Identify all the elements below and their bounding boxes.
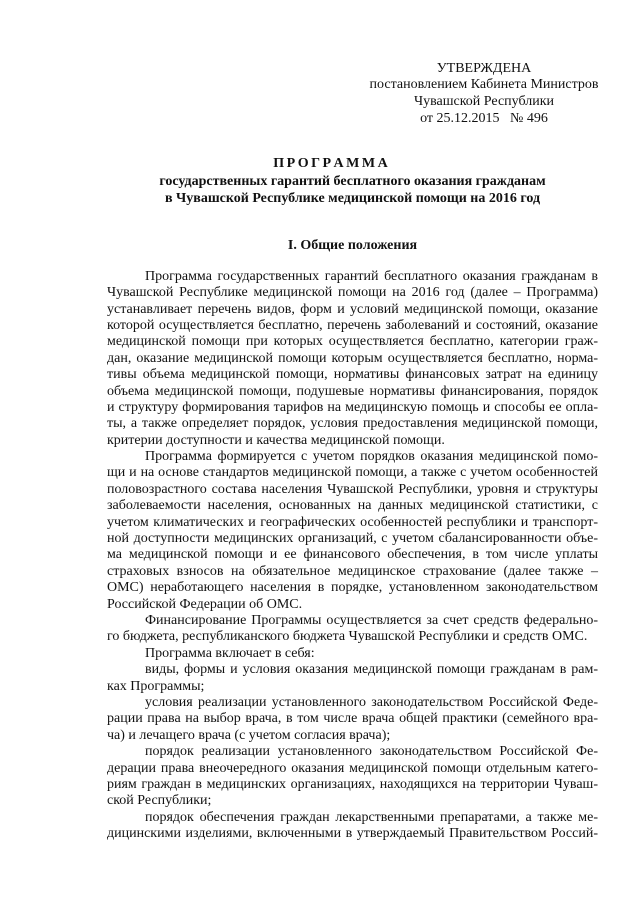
approval-block [366, 61, 602, 128]
paragraph-line: ча) и лечащего врача (с учетом согласия врача); [107, 727, 391, 743]
list-item [107, 810, 598, 843]
paragraph-line: Программа включает в себя: [145, 645, 315, 661]
paragraph-line: устанавливает перечень видов, форм и условий медицинской помощи, оказание [107, 301, 598, 317]
paragraph [107, 646, 598, 662]
approval-title: УТВЕРЖДЕНА [436, 60, 532, 76]
paragraph [107, 269, 598, 449]
paragraph-line: дан, оказание медицинской помощи которым осуществляется бесплатно, норма- [107, 350, 598, 366]
paragraph-line: ма медицинской помощи и ее финансового обеспечения, в том числе уплаты [107, 547, 598, 563]
paragraph-line: порядок обеспечения граждан лекарственными препаратами, а также ме- [145, 809, 598, 825]
paragraph-line: условия реализации установленного законодательством Российской Феде- [145, 694, 598, 710]
paragraph-line: и структуру формирования тарифов на медицинскую помощь и способы ее опла- [107, 399, 598, 415]
approval-line: постановлением Кабинета Министров [369, 77, 599, 93]
document-title [107, 155, 598, 208]
paragraph-line: дицинскими изделиями, включенными в утверждаемый Правительством Россий- [107, 826, 598, 842]
paragraph-line: рации права на выбор врача, в том числе врача общей практики (семейного вра- [107, 711, 598, 727]
paragraph-line: ной доступности медицинских организаций, с учетом сбалансированности объе- [107, 531, 598, 547]
list-item [107, 744, 598, 810]
paragraph-line: Российской Федерации об ОМС. [107, 596, 303, 612]
program-heading: П Р О Г Р А М М А [273, 156, 388, 172]
paragraph-line: медицинской помощи при которых осуществляется бесплатно, категории граж- [107, 334, 598, 350]
paragraph-line: виды, формы и условия оказания медицинской помощи гражданам в рам- [145, 662, 598, 678]
paragraph-line: страховых взносов на обязательное медицинское страхование (далее также – [107, 563, 598, 579]
paragraph [107, 449, 598, 613]
section-body [107, 269, 598, 843]
paragraph-line: ках Программы; [107, 678, 205, 694]
paragraph-line: Программа государственных гарантий бесплатного оказания гражданам в [145, 268, 598, 284]
paragraph-line: риям граждан в медицинских организациях, находящихся на территории Чуваш- [107, 776, 598, 792]
paragraph-line: Программа формируется с учетом порядков оказания медицинской помо- [145, 449, 598, 465]
list-item [107, 662, 598, 695]
approval-date-number: от 25.12.2015 № 496 [420, 110, 548, 126]
paragraph-line: ты, а также определяет порядок, условия предоставления медицинской помощи, [107, 416, 598, 432]
program-subtitle-line: в Чувашской Республике медицинской помощи на 2016 год [164, 191, 541, 207]
paragraph-line: заболеваемости населения, основанных на данных медицинской статистики, с [107, 498, 598, 514]
paragraph [107, 613, 598, 646]
paragraph-line: го бюджета, республиканского бюджета Чувашской Республики и средств ОМС. [107, 629, 588, 645]
paragraph-line: тивы объема медицинской помощи, нормативы финансовых затрат на единицу [107, 367, 598, 383]
paragraph-line: объема медицинской помощи, подушевые нормативы финансирования, порядок [107, 383, 598, 399]
paragraph-line: ской Республики; [107, 793, 212, 809]
paragraph-line: Финансирование Программы осуществляется за счет средств федерально- [145, 613, 598, 628]
paragraph-line: Чувашской Республике медицинской помощи на 2016 год (далее – Программа) [107, 285, 598, 301]
program-subtitle-line: государственных гарантий бесплатного оказания гражданам [159, 173, 546, 189]
paragraph-line: критерии доступности и качества медицинской помощи. [107, 432, 445, 448]
paragraph-line: половозрастного состава населения Чувашской Республики, уровня и структуры [107, 481, 598, 497]
approval-line: Чувашской Республики [413, 94, 555, 110]
paragraph-line: ОМС) неработающего населения в порядке, установленном законодательством [107, 580, 598, 596]
paragraph-line: дерации права внеочередного оказания медицинской помощи отдельным катего- [107, 760, 598, 776]
paragraph-line: щи и на основе стандартов медицинской помощи, а также с учетом особенностей [107, 465, 598, 481]
paragraph-line: порядок реализации установленного законодательством Российской Фе- [145, 744, 598, 760]
paragraph-line: которой осуществляется бесплатно, перечень заболеваний и состояний, оказание [107, 317, 598, 333]
paragraph-line: учетом климатических и географических особенностей республики и транспорт- [107, 514, 598, 530]
list-item [107, 695, 598, 744]
section-heading: I. Общие положения [287, 237, 418, 253]
